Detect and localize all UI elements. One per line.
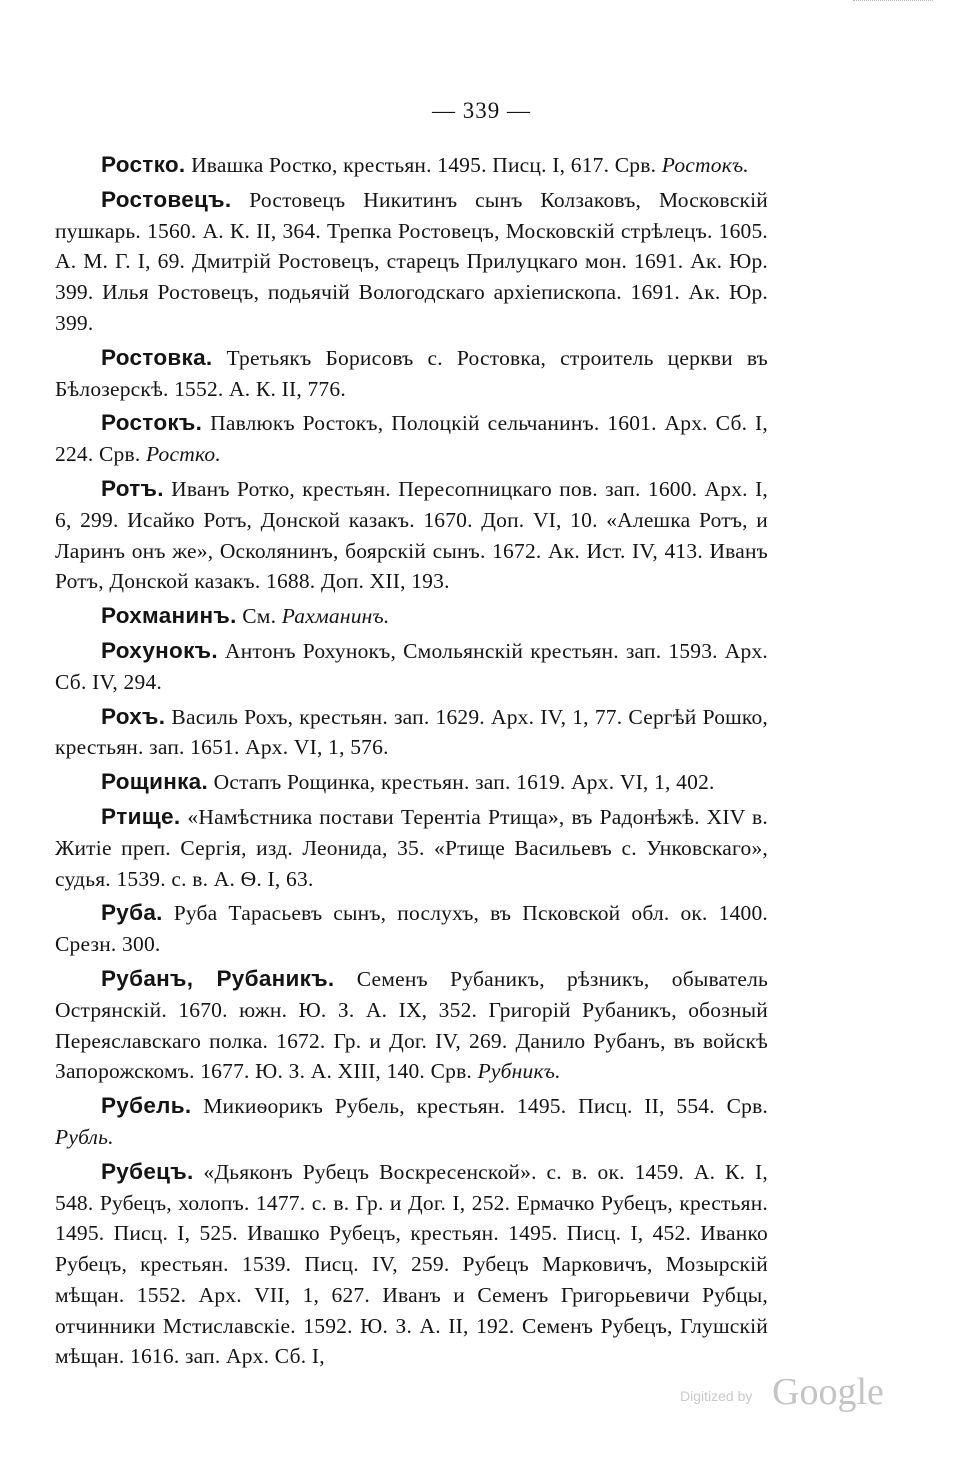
entry-headword: Ростовецъ. bbox=[101, 186, 232, 212]
entry-headword: Ртище. bbox=[101, 803, 181, 829]
entry-text: «Намѣстника постави Терентіа Ртища», въ Радонѣжѣ. XIV в. Житіе преп. Сергія, изд. Леонида, 35. «Ртище Васильевъ с. Унковскаго», судья. 1539. с. в. А. Ѳ. I, 63. bbox=[55, 804, 768, 891]
dictionary-entry bbox=[55, 1091, 768, 1153]
page-number: — 339 — bbox=[432, 98, 531, 123]
entry-text: См. bbox=[242, 604, 277, 629]
dictionary-entry bbox=[55, 150, 768, 181]
entry-text: «Дьяконъ Рубецъ Воскресенской». с. в. ок. 1459. А. К. I, 548. Рубецъ, холопъ. 1477. с. в. Гр. и Дог. I, 252. Ермачко Рубецъ, крестьян. 1495. Писц. I, 525. Ивашко Рубецъ, крестьян. 1495. Писц. I, 452. Иванко Рубецъ, крестьян. 1539. Писц. IV, 259. Рубецъ Марковичъ, Мозырскій мѣщан. 1552. Арх. VII, 1, 627. Иванъ и Семенъ Григорьевичи Рубцы, отчинники Мстиславскіе. 1592. Ю. З. А. II, 192. Семенъ Рубецъ, Глушскій мѣщан. 1616. зап. Арх. Сб. I, bbox=[55, 1159, 768, 1369]
entry-cross-reference: Рубникъ. bbox=[477, 1059, 561, 1084]
dictionary-entry bbox=[55, 802, 768, 894]
entry-text: Микиѳорикъ Рубель, крестьян. 1495. Писц. II, 554. Срв. bbox=[203, 1094, 769, 1119]
entry-headword: Рубанъ, Рубаникъ. bbox=[101, 965, 335, 991]
dictionary-entry bbox=[55, 702, 768, 764]
entry-text: Василь Рохъ, крестьян. зап. 1629. Арх. IV, 1, 77. Сергѣй Рошко, крестьян. зап. 1651. Арх. VI, 1, 576. bbox=[55, 704, 768, 760]
entry-text: Антонъ Рохунокъ, Смольянскій крестьян. зап. 1593. Арх. Сб. IV, 294. bbox=[55, 638, 769, 694]
entry-headword: Руба. bbox=[101, 900, 163, 926]
entry-headword: Ростко. bbox=[101, 152, 186, 177]
entry-text: Иванъ Ротко, крестьян. Пересопницкаго пов. зап. 1600. Арх. I, 6, 299. Исайко Ротъ, Донской казакъ. 1670. Доп. VI, 10. «Алешка Ротъ, и Ларинъ онъ же», Осколянинъ, боярскій сынъ. 1672. Ак. Ист. IV, 413. Иванъ Ротъ, Донской казакъ. 1688. Доп. XII, 193. bbox=[55, 476, 769, 594]
digitized-watermark bbox=[680, 1372, 890, 1412]
entry-text: Ростовецъ Никитинъ сынъ Колзаковъ, Московскій пушкарь. 1560. А. К. II, 364. Трепка Ростовецъ, Московскій стрѣлецъ. 1605. А. М. Г. I, 69. Дмитрій Ростовецъ, старецъ Прилуцкаго мон. 1691. Ак. Юр. 399. Илья Ростовецъ, подьячій Вологодскаго архіепископа. 1691. Ак. Юр. 399. bbox=[55, 187, 768, 335]
entry-headword: Рохъ. bbox=[101, 703, 166, 729]
entry-text: Третьякъ Борисовъ с. Ростовка, строитель церкви въ Бѣлозерскѣ. 1552. А. К. II, 776. bbox=[55, 345, 768, 401]
dictionary-entry bbox=[55, 767, 768, 798]
dictionary-entry bbox=[55, 408, 768, 470]
entry-headword: Рощинка. bbox=[101, 769, 209, 795]
dictionary-entry bbox=[55, 898, 768, 960]
dictionary-entry bbox=[55, 343, 768, 405]
dictionary-entry bbox=[55, 601, 768, 632]
entry-headword: Ростовка. bbox=[101, 344, 213, 370]
entry-text: Руба Тарасьевъ сынъ, послухъ, въ Псковской обл. ок. 1400. Срезн. 300. bbox=[55, 901, 769, 957]
entry-cross-reference: Ростко. bbox=[146, 442, 221, 467]
dictionary-entry bbox=[55, 636, 768, 698]
digitized-by-text: Digitized by bbox=[680, 1388, 753, 1404]
entry-headword: Ротъ. bbox=[101, 475, 164, 501]
google-logo: Google bbox=[772, 1371, 884, 1413]
entry-headword: Рубель. bbox=[101, 1093, 192, 1119]
entry-text: Павлюкъ Ростокъ, Полоцкій сельчанинъ. 1601. Арх. Сб. I, 224. Срв. bbox=[55, 411, 768, 467]
entry-text: Семенъ Рубаникъ, рѣзникъ, обыватель Острянскій. 1670. южн. Ю. З. А. IX, 352. Григорій Рубаникъ, обозный Переяславскаго полка. 1672. Гр. и Дог. IV, 269. Данило Рубанъ, въ войскѣ Запорожскомъ. 1677. Ю. З. А. XIII, 140. Срв. bbox=[55, 966, 769, 1084]
entry-cross-reference: Рахманинъ. bbox=[281, 604, 390, 629]
entry-cross-reference: Рубль. bbox=[55, 1124, 114, 1149]
dictionary-entry bbox=[55, 1157, 768, 1373]
entry-headword: Ростокъ. bbox=[101, 410, 203, 436]
entry-cross-reference: Ростокъ. bbox=[661, 153, 749, 177]
dictionary-entry bbox=[55, 964, 768, 1087]
entry-text: Остапъ Рощинка, крестьян. зап. 1619. Арх. VI, 1, 402. bbox=[213, 770, 715, 795]
dictionary-entry bbox=[55, 474, 768, 597]
dictionary-entry bbox=[55, 185, 768, 339]
dictionary-entries bbox=[55, 150, 768, 1376]
entry-text: Ивашка Ростко, крестьян. 1495. Писц. I, 617. Срв. bbox=[191, 153, 657, 177]
entry-headword: Рохунокъ. bbox=[101, 637, 218, 663]
entry-headword: Рохманинъ. bbox=[101, 603, 237, 629]
scan-edge-mark bbox=[853, 0, 933, 5]
entry-headword: Рубецъ. bbox=[101, 1158, 194, 1184]
